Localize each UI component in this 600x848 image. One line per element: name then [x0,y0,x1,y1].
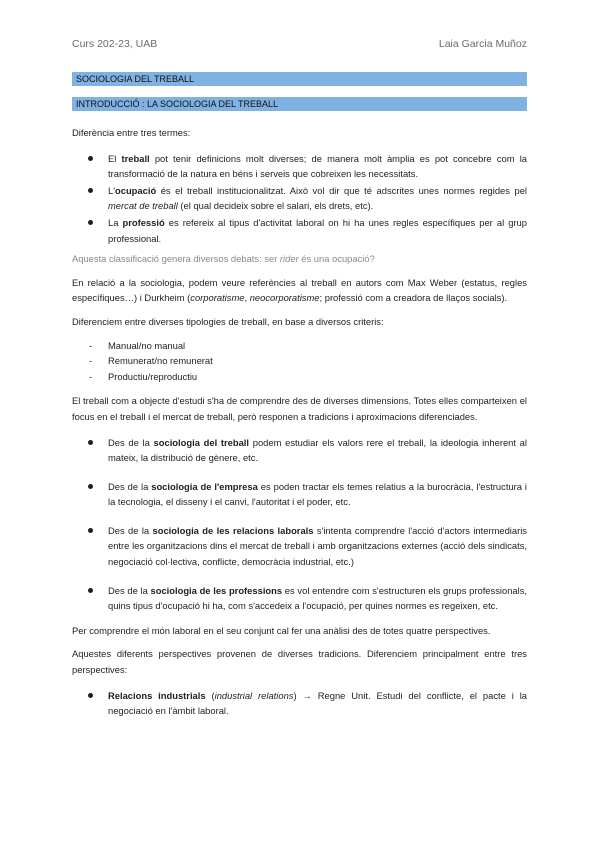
traditions-paragraph: Aquestes diferents perspectives provenen de diverses tradicions. Diferenciem principalment entre tres perspectives: [72,648,527,676]
subsection-title: INTRODUCCIÓ : LA SOCIOLOGIA DEL TREBALL [72,97,527,111]
list-item: Des de la sociologia de l'empresa es poden tractar els temes relatius a la burocràcia, l'estructura i la tecnologia, el disseny i el canvi, l'autoritat i el poder, etc. [72,479,527,510]
traditions-list [72,688,527,719]
comprehend-paragraph: Per comprendre el món laboral en el seu conjunt cal fer una anàlisi des de totes quatre perspectives. [72,624,491,636]
list-item: La professió es refereix al tipus d'activitat laboral on hi ha unes regles específiques per al grup professional. [72,215,527,246]
typologies-list [72,338,527,385]
typologies-intro: Diferenciem entre diverses tipologies de treball, en base a diversos criteris: [72,315,384,327]
section-title: SOCIOLOGIA DEL TREBALL [72,72,527,86]
page-header [72,38,527,50]
list-item: L'ocupació és el treball institucionalitzat. Això vol dir que té adscrites unes normes regides pel mercat de treball (el qual decideix sobre el salari, els drets, etc). [72,183,527,214]
list-item: Des de la sociologia del treball podem estudiar els valors rere el treball, la ideologia inherent al mateix, la distribució de gènere, etc. [72,435,527,466]
list-item: Des de la sociologia de les relacions laborals s'intenta comprendre l'acció d'actors intermediaris entre les organitzacions dins el mercat de treball i amb organitzacions externes (acció dels sindicats, negociació col·lectiva, conflicte, democràcia industrial, etc.) [72,523,527,570]
object-paragraph: El treball com a objecte d'estudi s'ha de comprendre des de diverses dimensions. Totes elles comparteixen el focus en el treball i el mercat de treball, però responen a tradicions i aproximacions diferenciades. [72,395,527,422]
list-item: El treball pot tenir definicions molt diverses; de manera molt àmplia es pot concebre com la transformació de la natura en béns i serveis que cobreixen les necessitats. [72,151,527,182]
header-author: Laia Garcia Muñoz [438,38,527,50]
list-item: Des de la sociologia de les professions es vol entendre com s'estructuren els grups professionals, quins tipus d'ocupació hi ha, com s'accedeix a l'ocupació, per quines normes es regeixen, etc. [72,583,527,614]
terms-list [72,151,527,247]
intro-paragraph: Diferència entre tres termes: [72,127,191,138]
document-body [72,72,527,719]
relation-paragraph: En relació a la sociologia, podem veure referències al treball en autors com Max Weber (estatus, regles específiques…) i Durkheim (corporatisme, neocorporatisme; professió com a creadora de llaços socials). [72,276,527,304]
dimensions-list [72,435,527,614]
list-item: - Remunerat/no remunerat [72,353,527,369]
debate-paragraph: Aquesta classificació genera diversos debats: ser rider és una ocupació? [72,253,375,265]
list-item: - Manual/no manual [72,338,527,354]
list-item: - Productiu/reproductiu [72,369,527,385]
list-item: Relacions industrials (industrial relations) → Regne Unit. Estudi del conflicte, el pacte i la negociació en l'àmbit laboral. [72,688,527,719]
header-course: Curs 202-23, UAB [72,38,158,50]
